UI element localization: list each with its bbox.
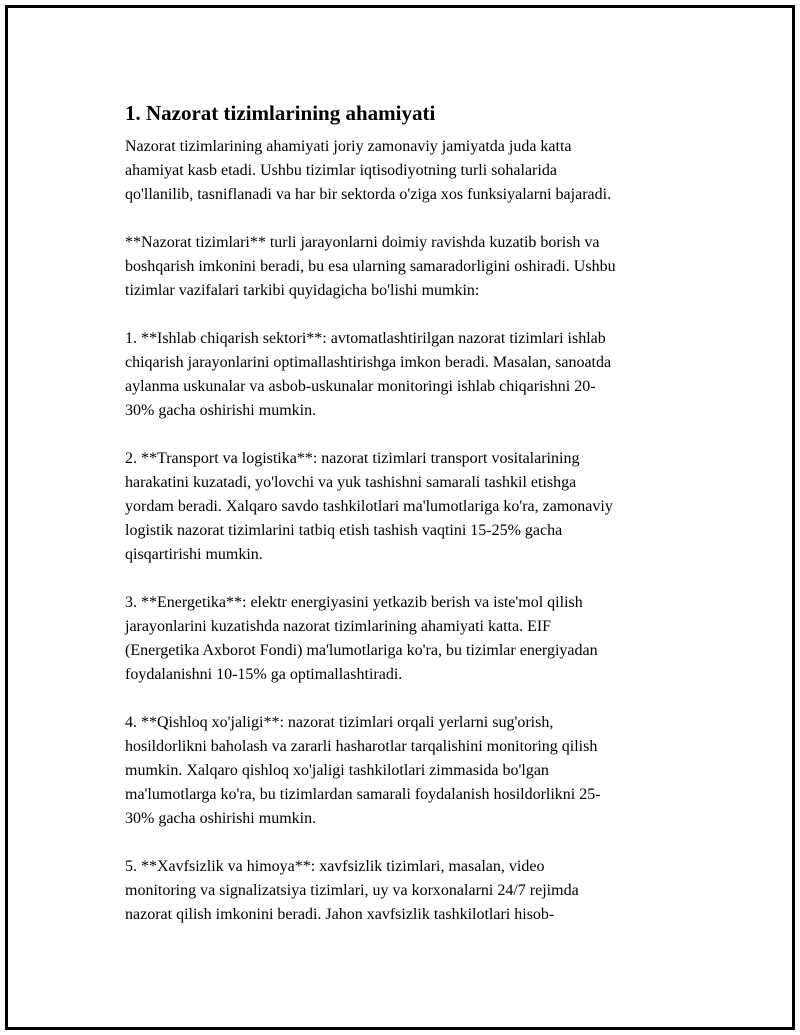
document-body: [125, 100, 705, 951]
text-line: 30% gacha oshirishi mumkin.: [125, 402, 317, 419]
paragraph-item-1: [125, 327, 705, 423]
text-line: yordam beradi. Xalqaro savdo tashkilotlari ma'lumotlariga ko'ra, zamonaviy: [125, 498, 613, 515]
text-line: 4. **Qishloq xo'jaligi**: nazorat tizimlari orqali yerlarni sug'orish,: [125, 714, 554, 731]
text-line: harakatini kuzatadi, yo'lovchi va yuk tashishni samarali tashkil etishga: [125, 474, 577, 491]
paragraph-item-5: [125, 855, 705, 927]
text-line: qo'llanilib, tasniflanadi va har bir sektorda o'ziga xos funksiyalarni bajaradi.: [125, 186, 612, 203]
text-line: hosildorlikni baholash va zararli hasharotlar tarqalishini monitoring qilish: [125, 738, 598, 755]
page-frame: [5, 5, 795, 1030]
paragraph-item-2: [125, 447, 705, 567]
text-line: foydalanishni 10-15% ga optimallashtiradi.: [125, 666, 403, 683]
text-line: aylanma uskunalar va asbob-uskunalar monitoringi ishlab chiqarishni 20-: [125, 378, 596, 395]
text-line: **Nazorat tizimlari** turli jarayonlarni doimiy ravishda kuzatib borish va: [125, 234, 600, 251]
paragraph-item-3: [125, 591, 705, 687]
text-line: ma'lumotlarga ko'ra, bu tizimlardan samarali foydalanish hosildorlikni 25-: [125, 786, 601, 803]
paragraph-overview: [125, 231, 705, 303]
text-line: qisqartirishi mumkin.: [125, 546, 263, 563]
text-line: monitoring va signalizatsiya tizimlari, uy va korxonalarni 24/7 rejimda: [125, 882, 579, 899]
text-line: boshqarish imkonini beradi, bu esa ularning samaradorligini oshiradi. Ushbu: [125, 258, 616, 275]
text-line: ahamiyat kasb etadi. Ushbu tizimlar iqtisodiyotning turli sohalarida: [125, 162, 557, 179]
text-line: jarayonlarini kuzatishda nazorat tizimlarining ahamiyati katta. EIF: [125, 618, 552, 635]
text-line: logistik nazorat tizimlarini tatbiq etish tashish vaqtini 15-25% gacha: [125, 522, 563, 539]
text-line: 2. **Transport va logistika**: nazorat tizimlari transport vositalarining: [125, 450, 580, 467]
text-line: 30% gacha oshirishi mumkin.: [125, 810, 317, 827]
paragraph-item-4: [125, 711, 705, 831]
section-heading: 1. Nazorat tizimlarining ahamiyati: [125, 101, 436, 125]
text-line: Nazorat tizimlarining ahamiyati joriy zamonaviy jamiyatda juda katta: [125, 138, 572, 155]
text-line: mumkin. Xalqaro qishloq xo'jaligi tashkilotlari zimmasida bo'lgan: [125, 762, 549, 779]
text-line: nazorat qilish imkonini beradi. Jahon xavfsizlik tashkilotlari hisob-: [125, 906, 555, 923]
text-line: 5. **Xavfsizlik va himoya**: xavfsizlik tizimlari, masalan, video: [125, 858, 545, 875]
paragraph-intro: [125, 135, 705, 207]
text-line: (Energetika Axborot Fondi) ma'lumotlariga ko'ra, bu tizimlar energiyadan: [125, 642, 598, 659]
text-line: 1. **Ishlab chiqarish sektori**: avtomatlashtirilgan nazorat tizimlari ishlab: [125, 330, 606, 347]
text-line: chiqarish jarayonlarini optimallashtirishga imkon beradi. Masalan, sanoatda: [125, 354, 612, 371]
text-line: 3. **Energetika**: elektr energiyasini yetkazib berish va iste'mol qilish: [125, 594, 583, 611]
text-line: tizimlar vazifalari tarkibi quyidagicha bo'lishi mumkin:: [125, 282, 480, 299]
